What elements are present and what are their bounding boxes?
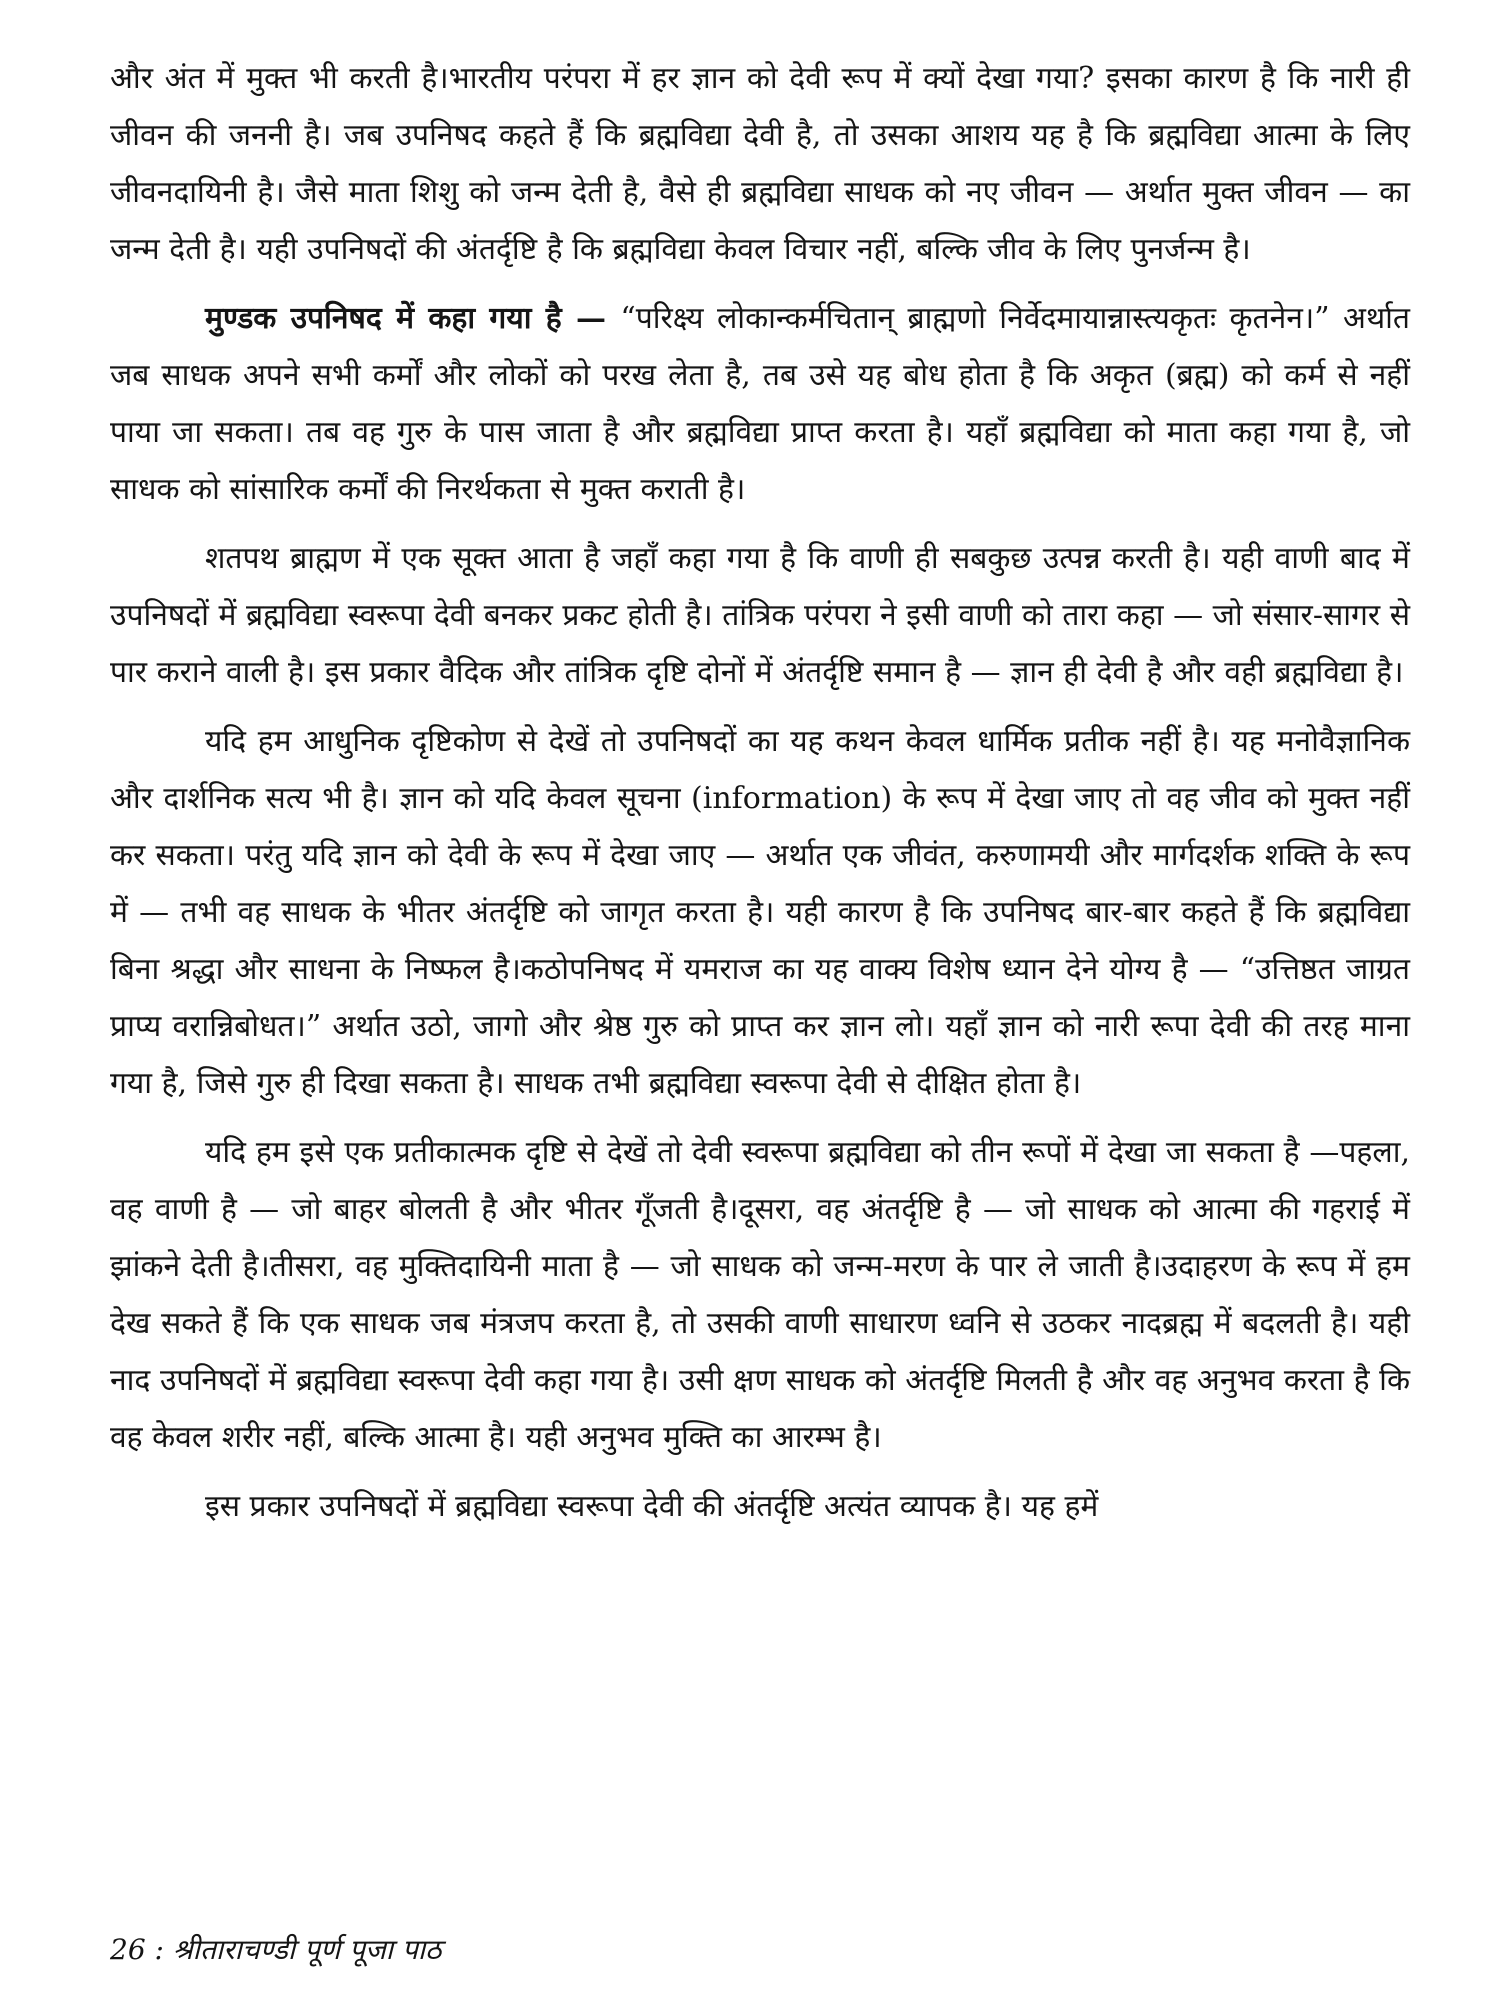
page-footer: 26 : श्रीताराचण्डी पूर्ण पूजा पाठ (110, 1933, 442, 1966)
paragraph-1 (110, 50, 1410, 278)
paragraph-2-text: “परिक्ष्य लोकान्कर्मचितान् ब्राह्मणो निर्वेदमायान्नास्त्यकृतः कृतनेन।” अर्थात जब साधक अपने सभी कर्मों और लोकों को परख लेता है, तब उसे यह बोध होता है कि अकृत (ब्रह्म) को कर्म से नहीं पाया जा सकता। तब वह गुरु के पास जाता है और ब्रह्मविद्या प्राप्त करता है। यहाँ ब्रह्मविद्या को माता कहा गया है, जो साधक को सांसारिक कर्मों की निरर्थकता से मुक्त कराती है। (110, 301, 1410, 507)
paragraph-4-text: यदि हम आधुनिक दृष्टिकोण से देखें तो उपनिषदों का यह कथन केवल धार्मिक प्रतीक नहीं है। यह मनोवैज्ञानिक और दार्शनिक सत्य भी है। ज्ञान को यदि केवल सूचना (information) के रूप में देखा जाए तो वह जीव को मुक्त नहीं कर सकता। परंतु यदि ज्ञान को देवी के रूप में देखा जाए — अर्थात एक जीवंत, करुणामयी और मार्गदर्शक शक्ति के रूप में — तभी वह साधक के भीतर अंतर्दृष्टि को जागृत करता है। यही कारण है कि उपनिषद बार-बार कहते हैं कि ब्रह्मविद्या बिना श्रद्धा और साधना के निष्फल है।कठोपनिषद में यमराज का यह वाक्य विशेष ध्यान देने योग्य है — “उत्तिष्ठत जाग्रत प्राप्य वरान्निबोधत।” अर्थात उठो, जागो और श्रेष्ठ गुरु को प्राप्त कर ज्ञान लो। यहाँ ज्ञान को नारी रूपा देवी की तरह माना गया है, जिसे गुरु ही दिखा सकता है। साधक तभी ब्रह्मविद्या स्वरूपा देवी से दीक्षित होता है। (110, 724, 1410, 1101)
paragraph-5-text: यदि हम इसे एक प्रतीकात्मक दृष्टि से देखें तो देवी स्वरूपा ब्रह्मविद्या को तीन रूपों में देखा जा सकता है —पहला, वह वाणी है — जो बाहर बोलती है और भीतर गूँजती है।दूसरा, वह अंतर्दृष्टि है — जो साधक को आत्मा की गहराई में झांकने देती है।तीसरा, वह मुक्तिदायिनी माता है — जो साधक को जन्म-मरण के पार ले जाती है।उदाहरण के रूप में हम देख सकते हैं कि एक साधक जब मंत्रजप करता है, तो उसकी वाणी साधारण ध्वनि से उठकर नादब्रह्म में बदलती है। यही नाद उपनिषदों में ब्रह्मविद्या स्वरूपा देवी कहा गया है। उसी क्षण साधक को अंतर्दृष्टि मिलती है और वह अनुभव करता है कि वह केवल शरीर नहीं, बल्कि आत्मा है। यही अनुभव मुक्ति का आरम्भ है। (110, 1135, 1410, 1455)
page-body (110, 50, 1410, 1547)
paragraph-2 (110, 290, 1410, 518)
paragraph-2-lead: मुण्डक उपनिषद में कहा गया है — (205, 301, 621, 336)
paragraph-6-text: इस प्रकार उपनिषदों में ब्रह्मविद्या स्वरूपा देवी की अंतर्दृष्टि अत्यंत व्यापक है। यह हमें (205, 1489, 1099, 1524)
paragraph-4 (110, 713, 1410, 1112)
paragraph-1-text: और अंत में मुक्त भी करती है।भारतीय परंपरा में हर ज्ञान को देवी रूप में क्यों देखा गया? इसका कारण है कि नारी ही जीवन की जननी है। जब उपनिषद कहते हैं कि ब्रह्मविद्या देवी है, तो उसका आशय यह है कि ब्रह्मविद्या आत्मा के लिए जीवनदायिनी है। जैसे माता शिशु को जन्म देती है, वैसे ही ब्रह्मविद्या साधक को नए जीवन — अर्थात मुक्त जीवन — का जन्म देती है। यही उपनिषदों की अंतर्दृष्टि है कि ब्रह्मविद्या केवल विचार नहीं, बल्कि जीव के लिए पुनर्जन्म है। (110, 61, 1410, 267)
paragraph-3 (110, 530, 1410, 701)
paragraph-5 (110, 1124, 1410, 1466)
paragraph-3-text: शतपथ ब्राह्मण में एक सूक्त आता है जहाँ कहा गया है कि वाणी ही सबकुछ उत्पन्न करती है। यही वाणी बाद में उपनिषदों में ब्रह्मविद्या स्वरूपा देवी बनकर प्रकट होती है। तांत्रिक परंपरा ने इसी वाणी को तारा कहा — जो संसार-सागर से पार कराने वाली है। इस प्रकार वैदिक और तांत्रिक दृष्टि दोनों में अंतर्दृष्टि समान है — ज्ञान ही देवी है और वही ब्रह्मविद्या है। (110, 541, 1410, 690)
paragraph-6 (110, 1478, 1410, 1535)
